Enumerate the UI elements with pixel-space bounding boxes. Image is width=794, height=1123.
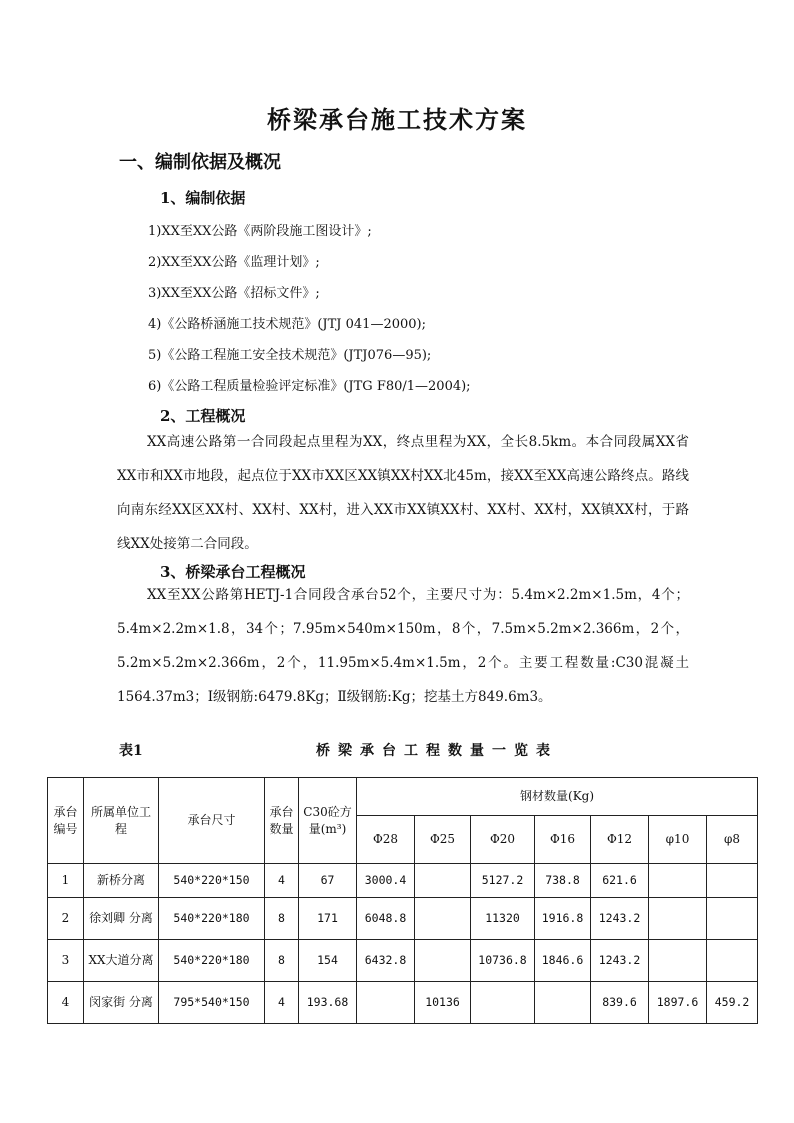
cell: 795*540*150 bbox=[159, 982, 265, 1024]
table-row bbox=[48, 898, 758, 940]
header-steel-col: Φ25 bbox=[415, 816, 471, 864]
cell: 1243.2 bbox=[591, 940, 649, 982]
reference-item: 4)《公路桥涵施工技术规范》(JTJ 041—2000); bbox=[148, 317, 426, 332]
cell bbox=[471, 982, 535, 1024]
cell: 540*220*180 bbox=[159, 940, 265, 982]
cell: 738.8 bbox=[535, 864, 591, 898]
table-title: 桥梁承台工程数量一览表 bbox=[316, 743, 558, 759]
cell: 闵家街 分离 bbox=[84, 982, 159, 1024]
overview-paragraph: XX高速公路第一合同段起点里程为XX，终点里程为XX，全长8.5km。本合同段属XX省XX市和XX市地段，起点位于XX市XX区XX镇XX村XX北45m，接XX至XX高速公路终点。路线向南东经XX区XX村、XX村、XX村，进入XX市XX镇XX村、XX村、XX村，XX镇XX村，于路线XX处接第二合同段。 bbox=[117, 434, 689, 552]
header-size: 承台尺寸 bbox=[159, 778, 265, 864]
cell: 3 bbox=[48, 940, 84, 982]
cell bbox=[707, 898, 758, 940]
cell: 6432.8 bbox=[357, 940, 415, 982]
cell: 621.6 bbox=[591, 864, 649, 898]
header-concrete: C30砼方量(m³) bbox=[299, 778, 357, 864]
cell: 新桥分离 bbox=[84, 864, 159, 898]
header-steel-col: φ8 bbox=[707, 816, 758, 864]
cell: 193.68 bbox=[299, 982, 357, 1024]
cell: 171 bbox=[299, 898, 357, 940]
cell: 11320 bbox=[471, 898, 535, 940]
cell bbox=[649, 864, 707, 898]
cell bbox=[415, 940, 471, 982]
reference-item: 5)《公路工程施工安全技术规范》(JTJ076—95); bbox=[148, 348, 432, 363]
subheading-basis: 1、编制依据 bbox=[160, 189, 246, 207]
cell: 6048.8 bbox=[357, 898, 415, 940]
cell: 1916.8 bbox=[535, 898, 591, 940]
cell: 8 bbox=[265, 898, 299, 940]
reference-item: 1)XX至XX公路《两阶段施工图设计》; bbox=[148, 224, 372, 239]
cell bbox=[535, 982, 591, 1024]
cell: 67 bbox=[299, 864, 357, 898]
cell bbox=[415, 864, 471, 898]
header-count: 承台数量 bbox=[265, 778, 299, 864]
cell: 839.6 bbox=[591, 982, 649, 1024]
cell: 1897.6 bbox=[649, 982, 707, 1024]
cell: 10736.8 bbox=[471, 940, 535, 982]
cell: 4 bbox=[265, 864, 299, 898]
cell: 4 bbox=[265, 982, 299, 1024]
table-row bbox=[48, 982, 758, 1024]
reference-item: 6)《公路工程质量检验评定标准》(JTG F80/1—2004); bbox=[148, 379, 471, 394]
reference-item: 2)XX至XX公路《监理计划》; bbox=[148, 255, 320, 270]
cell bbox=[415, 898, 471, 940]
cell: 4 bbox=[48, 982, 84, 1024]
header-steel: 钢材数量(Kg) bbox=[357, 778, 758, 816]
header-unit: 所属单位工程 bbox=[84, 778, 159, 864]
caps-paragraph: XX至XX公路第HETJ-1合同段含承台52个，主要尺寸为：5.4m×2.2m×1.5m，4个；5.4m×2.2m×1.8，34个；7.95m×540m×150m，8个，7.5m×5.2m×2.366m，2个，5.2m×5.2m×2.366m，2个，11.95m×5.4m×1.5m，2个。主要工程数量:C30混凝土1564.37m3；Ⅰ级钢筋:6479.8Kg；Ⅱ级钢筋:Kg；挖基土方849.6m3。 bbox=[117, 587, 689, 705]
cell: 5127.2 bbox=[471, 864, 535, 898]
header-cap-number: 承台编号 bbox=[48, 778, 84, 864]
quantity-table bbox=[47, 777, 758, 1024]
cell bbox=[707, 940, 758, 982]
subheading-caps: 3、桥梁承台工程概况 bbox=[160, 563, 306, 581]
cell: 1846.6 bbox=[535, 940, 591, 982]
header-steel-col: Φ12 bbox=[591, 816, 649, 864]
cell bbox=[357, 982, 415, 1024]
cell: 1 bbox=[48, 864, 84, 898]
cell: 10136 bbox=[415, 982, 471, 1024]
section-heading: 一、编制依据及概况 bbox=[119, 152, 281, 173]
cell: 154 bbox=[299, 940, 357, 982]
cell: 3000.4 bbox=[357, 864, 415, 898]
cell bbox=[649, 940, 707, 982]
cell: 540*220*150 bbox=[159, 864, 265, 898]
cell: 540*220*180 bbox=[159, 898, 265, 940]
cell: 1243.2 bbox=[591, 898, 649, 940]
table-label: 表1 bbox=[119, 743, 143, 759]
table-row bbox=[48, 940, 758, 982]
cell: 459.2 bbox=[707, 982, 758, 1024]
header-steel-col: φ10 bbox=[649, 816, 707, 864]
cell bbox=[707, 864, 758, 898]
cell: 8 bbox=[265, 940, 299, 982]
cell: 2 bbox=[48, 898, 84, 940]
cell: XX大道分离 bbox=[84, 940, 159, 982]
table-row bbox=[48, 864, 758, 898]
header-steel-col: Φ20 bbox=[471, 816, 535, 864]
subheading-overview: 2、工程概况 bbox=[160, 407, 246, 425]
header-steel-col: Φ28 bbox=[357, 816, 415, 864]
document-title: 桥梁承台施工技术方案 bbox=[267, 105, 527, 134]
reference-item: 3)XX至XX公路《招标文件》; bbox=[148, 286, 320, 301]
cell bbox=[649, 898, 707, 940]
cell: 徐刘卿 分离 bbox=[84, 898, 159, 940]
header-steel-col: Φ16 bbox=[535, 816, 591, 864]
